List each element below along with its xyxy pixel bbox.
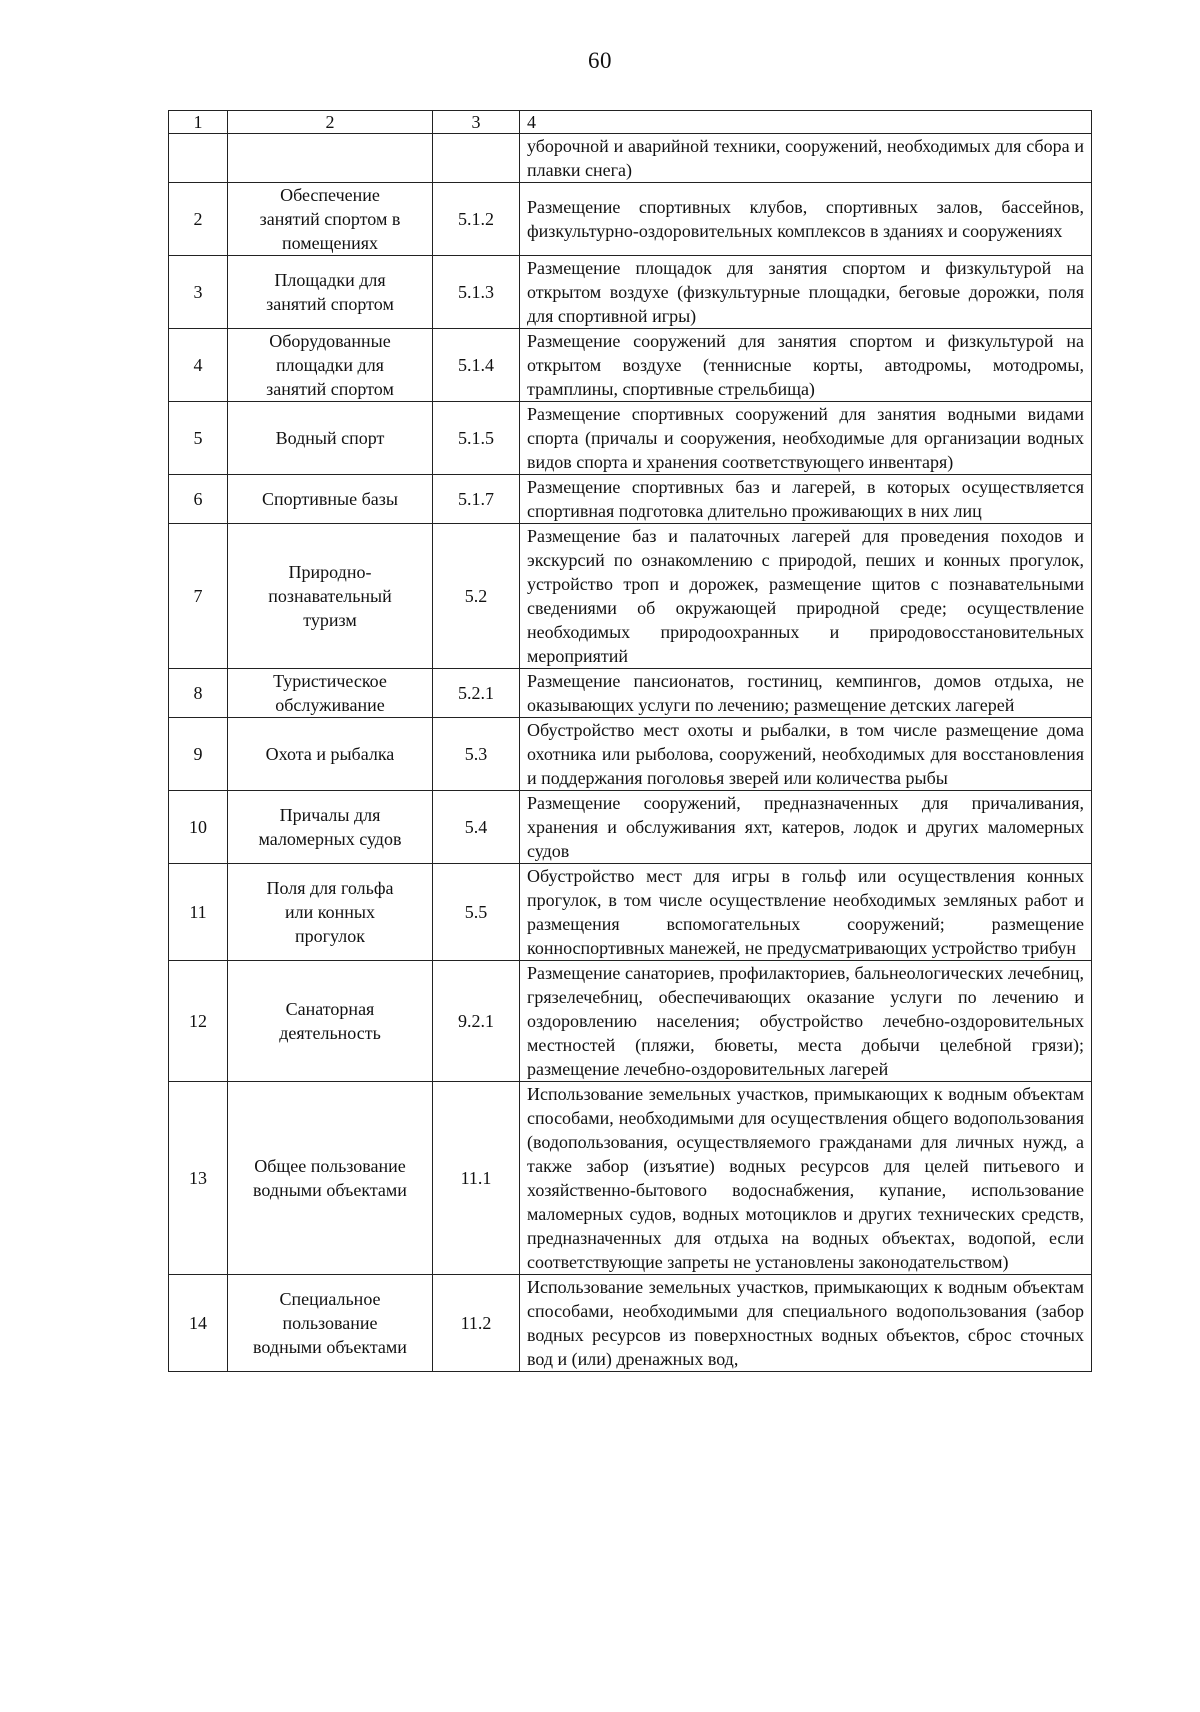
- row-code: 11.2: [433, 1275, 520, 1372]
- row-code: [433, 134, 520, 183]
- row-name: [228, 256, 433, 329]
- row-code: 5.3: [433, 718, 520, 791]
- row-name: [228, 1082, 433, 1275]
- table-row: [169, 718, 1092, 791]
- row-name-text: Водный спорт: [275, 428, 385, 448]
- table-row: [169, 402, 1092, 475]
- row-number: 5: [169, 402, 228, 475]
- table-row: [169, 864, 1092, 961]
- row-name: [228, 475, 433, 524]
- row-number: 7: [169, 524, 228, 669]
- row-name-text: Санаторная деятельность: [279, 999, 381, 1043]
- row-description: Размещение сооружений для занятия спортом и физкультурой на открытом воздухе (теннисные корты, автодромы, мотодромы, трамплины, спортивные стрельбища): [520, 329, 1092, 402]
- row-name: [228, 791, 433, 864]
- row-code: 5.1.4: [433, 329, 520, 402]
- row-description: Использование земельных участков, примыкающих к водным объектам способами, необходимыми для осуществления общего водопользования (водопользования, осуществляемого гражданами для личных нужд, а также забор (изъятие) водных ресурсов для целей питьевого и хозяйственно-бытового водоснабжения, купание, использование маломерных судов, водных мотоциклов и других технических средств, предназначенных для отдыха на водных объектах, водопой, если соответствующие запреты не установлены законодательством): [520, 1082, 1092, 1275]
- row-description: Размещение спортивных сооружений для занятия водными видами спорта (причалы и сооружения, необходимые для организации водных видов спорта и хранения соответствующего инвентаря): [520, 402, 1092, 475]
- row-name-text: Специальное пользование водными объектами: [253, 1289, 407, 1357]
- row-description: Обустройство мест для игры в гольф или осуществления конных прогулок, в том числе осуществление необходимых земляных работ и размещения вспомогательных сооружений; размещение конноспортивных манежей, не предусматривающих устройство трибун: [520, 864, 1092, 961]
- header-cell-4: 4: [520, 111, 1092, 134]
- row-name-text: Природно- познавательный туризм: [268, 562, 392, 630]
- row-number: 6: [169, 475, 228, 524]
- row-description: Обустройство мест охоты и рыбалки, в том числе размещение дома охотника или рыболова, сооружений, необходимых для восстановления и поддержания поголовья зверей или количества рыбы: [520, 718, 1092, 791]
- row-description: Размещение санаториев, профилакториев, бальнеологических лечебниц, грязелечебниц, обеспечивающих оказание услуги по лечению и оздоровлению населения; обустройство лечебно-оздоровительных местностей (пляжи, бюветы, места добычи целебной грязи); размещение лечебно-оздоровительных лагерей: [520, 961, 1092, 1082]
- row-code: 5.1.2: [433, 183, 520, 256]
- header-cell-3: 3: [433, 111, 520, 134]
- row-description: Размещение площадок для занятия спортом и физкультурой на открытом воздухе (физкультурные площадки, беговые дорожки, поля для спортивной игры): [520, 256, 1092, 329]
- row-number: [169, 134, 228, 183]
- table-header-row: [169, 111, 1092, 134]
- row-description: Размещение сооружений, предназначенных для причаливания, хранения и обслуживания яхт, катеров, лодок и других маломерных судов: [520, 791, 1092, 864]
- row-name: [228, 1275, 433, 1372]
- row-name: [228, 402, 433, 475]
- table-row: [169, 256, 1092, 329]
- row-number: 4: [169, 329, 228, 402]
- row-code: 5.2: [433, 524, 520, 669]
- header-cell-2: 2: [228, 111, 433, 134]
- table-row: [169, 669, 1092, 718]
- row-number: 2: [169, 183, 228, 256]
- row-code: 11.1: [433, 1082, 520, 1275]
- row-code: 5.5: [433, 864, 520, 961]
- row-number: 9: [169, 718, 228, 791]
- row-number: 3: [169, 256, 228, 329]
- row-number: 11: [169, 864, 228, 961]
- row-name: [228, 718, 433, 791]
- table-row: [169, 475, 1092, 524]
- row-name-text: Обеспечение занятий спортом в помещениях: [259, 185, 401, 253]
- row-number: 10: [169, 791, 228, 864]
- row-description: Размещение пансионатов, гостиниц, кемпингов, домов отдыха, не оказывающих услуги по лечению; размещение детских лагерей: [520, 669, 1092, 718]
- row-description: Использование земельных участков, примыкающих к водным объектам способами, необходимыми для специального водопользования (забор водных ресурсов из поверхностных водных объектов, сброс сточных вод и (или) дренажных вод,: [520, 1275, 1092, 1372]
- row-name: [228, 329, 433, 402]
- row-name: [228, 524, 433, 669]
- row-number: 13: [169, 1082, 228, 1275]
- row-description: Размещение спортивных баз и лагерей, в которых осуществляется спортивная подготовка длительно проживающих в них лиц: [520, 475, 1092, 524]
- table-row: [169, 791, 1092, 864]
- table-row: [169, 134, 1092, 183]
- page-number: 60: [588, 48, 612, 73]
- row-name-text: Туристическое обслуживание: [273, 671, 387, 715]
- row-name-text: Оборудованные площадки для занятий спортом: [266, 331, 394, 399]
- land-use-table: [168, 110, 1092, 1372]
- row-number: 12: [169, 961, 228, 1082]
- row-description: уборочной и аварийной техники, сооружений, необходимых для сбора и плавки снега): [520, 134, 1092, 183]
- row-code: 5.4: [433, 791, 520, 864]
- row-name: [228, 669, 433, 718]
- row-code: 5.2.1: [433, 669, 520, 718]
- row-name-text: Общее пользование водными объектами: [253, 1156, 407, 1200]
- row-name-text: Поля для гольфа или конных прогулок: [266, 878, 394, 946]
- row-name-text: Спортивные базы: [262, 489, 398, 509]
- table-row: [169, 1275, 1092, 1372]
- row-name: [228, 961, 433, 1082]
- row-name: [228, 183, 433, 256]
- table-row: [169, 1082, 1092, 1275]
- row-number: 8: [169, 669, 228, 718]
- row-name: [228, 134, 433, 183]
- table-row: [169, 961, 1092, 1082]
- row-code: 9.2.1: [433, 961, 520, 1082]
- row-number: 14: [169, 1275, 228, 1372]
- row-code: 5.1.3: [433, 256, 520, 329]
- row-name-text: Площадки для занятий спортом: [266, 270, 394, 314]
- table-row: [169, 524, 1092, 669]
- row-description: Размещение баз и палаточных лагерей для проведения походов и экскурсий по ознакомлению с природой, пеших и конных прогулок, устройство троп и дорожек, размещение щитов с познавательными сведениями об окружающей природной среде; осуществление необходимых природоохранных и природовосстановительных мероприятий: [520, 524, 1092, 669]
- row-code: 5.1.7: [433, 475, 520, 524]
- table-row: [169, 183, 1092, 256]
- row-name-text: Причалы для маломерных судов: [258, 805, 402, 849]
- row-description: Размещение спортивных клубов, спортивных залов, бассейнов, физкультурно-оздоровительных комплексов в зданиях и сооружениях: [520, 183, 1092, 256]
- land-use-table-container: [168, 110, 1092, 1372]
- row-code: 5.1.5: [433, 402, 520, 475]
- row-name: [228, 864, 433, 961]
- table-row: [169, 329, 1092, 402]
- row-name-text: Охота и рыбалка: [265, 744, 395, 764]
- header-cell-1: 1: [169, 111, 228, 134]
